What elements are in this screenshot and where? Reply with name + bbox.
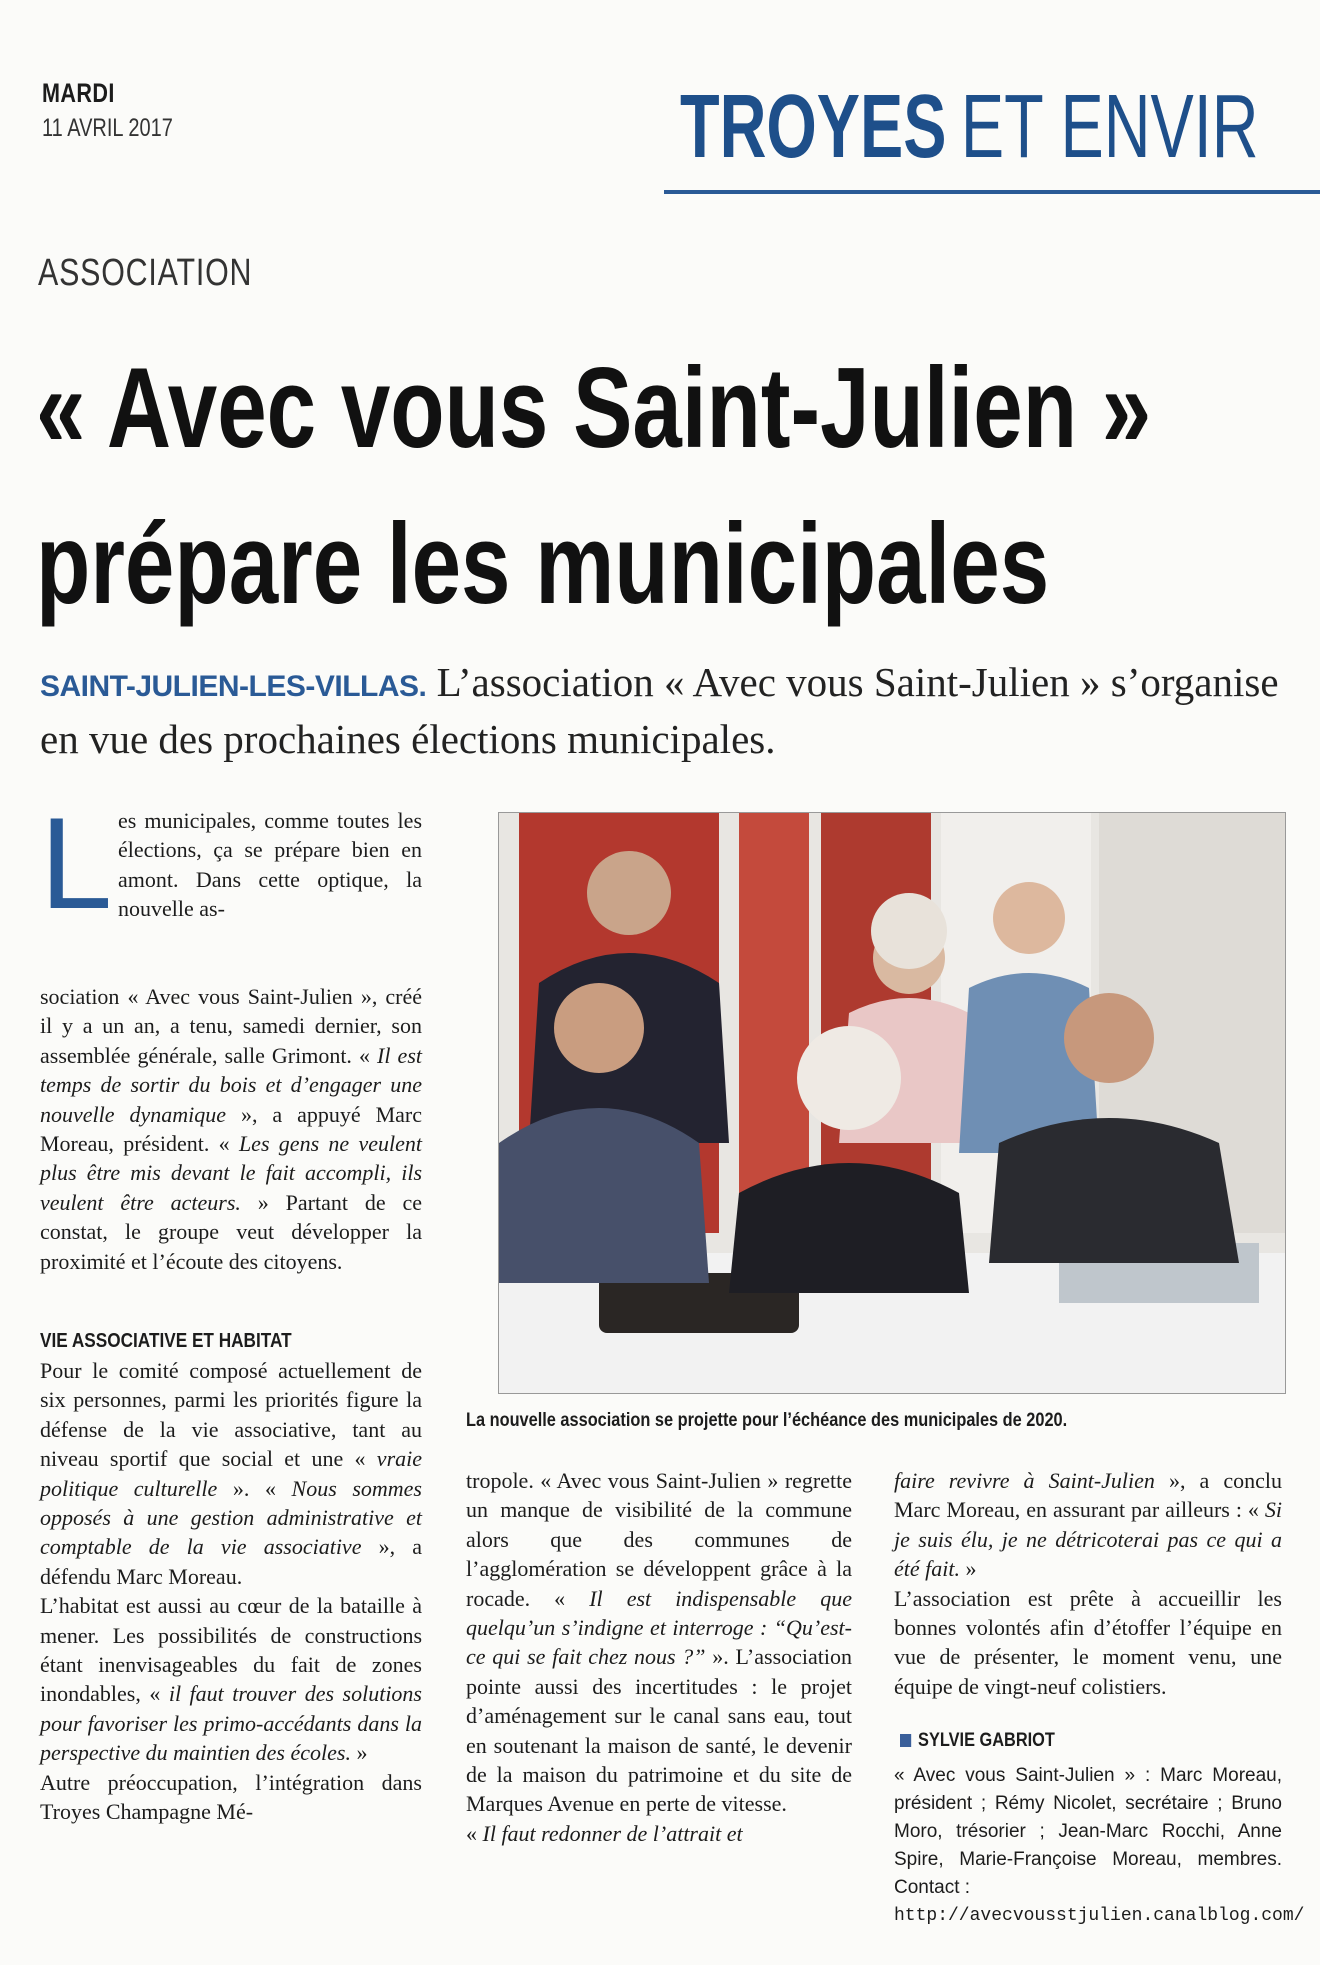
text-run: « xyxy=(466,1820,477,1846)
column-3 xyxy=(894,1466,1282,1701)
paragraph xyxy=(466,1819,852,1848)
text-run: tropole. « Avec vous Saint-Julien » regrette un manque de visibilité de la commune alors que des communes de l’agglomération se développent grâce à la rocade. « xyxy=(466,1468,852,1611)
info-box-text: « Avec vous Saint-Julien » : Marc Moreau, président ; Rémy Nicolet, secrétaire ; Bruno Moro, trésorier ; Jean-Marc Rocchi, Anne Spire, Marie-Françoise Moreau, membres. Contact : xyxy=(894,1765,1282,1898)
quote-run: Les gens ne veulent plus être mis devant le fait accompli, ils veulent être acteurs. xyxy=(40,1131,423,1215)
section-rule xyxy=(664,190,1320,194)
paragraph: L’association est prête à accueillir les bonnes volontés afin d’étoffer l’équipe en vue de présenter, le moment venu, une équipe de vingt-neuf colistiers. xyxy=(894,1585,1282,1699)
byline xyxy=(900,1730,1055,1752)
edition-date: 11 AVRIL 2017 xyxy=(42,114,173,142)
quote-run: vraie politique culturelle xyxy=(40,1446,423,1501)
quote-run: Il faut redonner de l’attrait et xyxy=(477,1820,743,1846)
text-run: sociation « Avec vous Saint-Julien », créé il y a un an, a tenu, samedi dernier, son assemblée générale, salle Grimont. « xyxy=(40,984,422,1068)
column-1-opening: es municipales, comme toutes les élections, ça se prépare bien en amont. Dans cette optique, la nouvelle as- xyxy=(118,808,422,922)
quote-run: il faut trouver des solutions pour favoriser les primo-accédants dans la perspective du maintien des écoles. xyxy=(40,1681,422,1766)
lead-text: L’association « Avec vous Saint-Julien » s’organise en vue des prochaines élections municipales. xyxy=(40,659,1279,762)
lead-paragraph xyxy=(40,656,1290,765)
quote-run: Il est indispensable que quelqu’un s’indigne et interroge : “Qu’est-ce qui se fait chez nous ?” xyxy=(466,1585,852,1670)
column-2 xyxy=(466,1466,852,1848)
group-photo-illustration xyxy=(499,813,1285,1393)
column-1-paragraphs xyxy=(40,1356,422,1827)
subheading: VIE ASSOCIATIVE ET HABITAT xyxy=(40,1330,292,1352)
drop-cap: L xyxy=(40,790,113,936)
edition-day: MARDI xyxy=(42,78,115,108)
text-run: », a défendu Marc Moreau. xyxy=(40,1534,423,1589)
lead-place: SAINT-JULIEN-LES-VILLAS. xyxy=(40,670,427,703)
group-photo xyxy=(498,812,1286,1394)
byline-square-icon xyxy=(900,1734,911,1747)
quote-run: Si je suis élu, je ne détricoterai pas ce qui a été fait. xyxy=(894,1497,1282,1582)
photo-caption: La nouvelle association se projette pour l’échéance des municipales de 2020. xyxy=(466,1410,1068,1431)
text-run: » Partant de ce constat, le groupe veut développer la proximité et l’écoute des citoyens. xyxy=(40,1189,423,1274)
text-run: » xyxy=(959,1556,977,1582)
text-run: », a appuyé Marc Moreau, président. « xyxy=(40,1101,422,1157)
byline-author: SYLVIE GABRIOT xyxy=(918,1730,1055,1751)
contact-link[interactable]: http://avecvousstjulien.canalblog.com/ xyxy=(894,1906,1305,1926)
paragraph xyxy=(40,1356,422,1591)
quote-run: Nous sommes opposés à une gestion administrative et comptable de la vie associative xyxy=(40,1475,422,1560)
kicker: ASSOCIATION xyxy=(38,252,253,294)
quote-run: Il est temps de sortir du bois et d’engager une nouvelle dynamique xyxy=(40,1042,422,1127)
section-title-rest: ET ENVIR xyxy=(960,77,1259,177)
text-run: » xyxy=(350,1740,368,1766)
text-run: L’habitat est aussi au cœur de la bataille à mener. Les possibilités de constructions étant inenvisageables du fait de zones inondables, « xyxy=(40,1593,422,1707)
paragraph xyxy=(894,1466,1282,1584)
info-box xyxy=(894,1762,1305,1930)
column-1-paragraph-1 xyxy=(40,982,422,1276)
section-title-bold: TROYES xyxy=(680,77,947,177)
paragraph: Autre préoccupation, l’intégration dans Troyes Champagne Mé- xyxy=(40,1769,422,1825)
paragraph xyxy=(40,1591,422,1767)
text-run: Pour le comité composé actuellement de six personnes, parmi les priorités figure la défense de la vie associative, tant au niveau sportif que social et une « xyxy=(40,1358,422,1472)
text-run: ». L’association pointe aussi des incertitudes : le projet d’aménagement sur le canal sans eau, tout en soutenant la maison de santé, le devenir de la maison du patrimoine et du site de Marques Avenue en perte de vitesse. xyxy=(466,1644,852,1817)
section-title xyxy=(680,77,1259,177)
quote-run: faire revivre à Saint-Julien xyxy=(894,1468,1155,1493)
paragraph xyxy=(466,1466,852,1819)
text-run: », a conclu Marc Moreau, en assurant par ailleurs : « xyxy=(894,1468,1283,1523)
headline-line-2: prépare les municipales xyxy=(36,501,1050,628)
headline-line-1: « Avec vous Saint-Julien » xyxy=(36,345,1152,472)
text-run: ». « xyxy=(217,1475,276,1501)
